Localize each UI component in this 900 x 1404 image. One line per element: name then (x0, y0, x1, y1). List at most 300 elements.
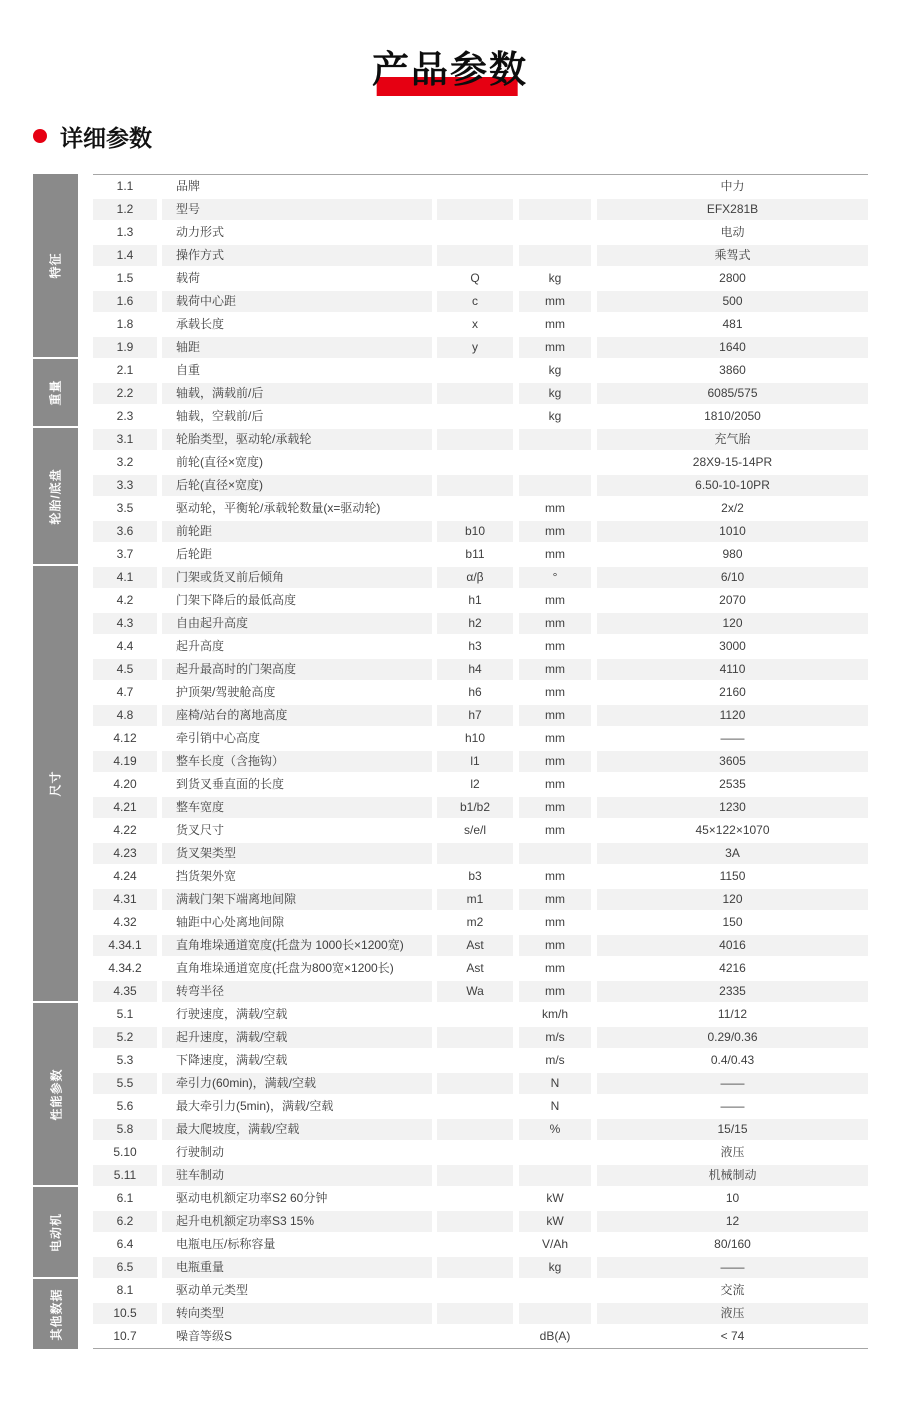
row-value: 6.50-10-10PR (597, 475, 868, 496)
row-value: 1230 (597, 797, 868, 818)
row-symbol (437, 360, 513, 381)
row-name: 驱动轮，平衡轮/承载轮数量(x=驱动轮) (176, 501, 381, 515)
table-section (33, 174, 868, 359)
table-row (93, 428, 868, 451)
row-number: 1.8 (116, 317, 134, 331)
row-unit (519, 1280, 591, 1301)
row-number: 6.4 (116, 1237, 134, 1251)
row-name: 操作方式 (162, 245, 432, 266)
table-section (33, 1003, 868, 1187)
section-label: 重量 (33, 359, 78, 428)
row-name: 轮胎类型，驱动轮/承载轮 (162, 429, 432, 450)
section-label: 其他数据 (33, 1279, 78, 1349)
row-name: 驱动电机额定功率S2 60分钟 (176, 1191, 328, 1205)
row-unit: mm (519, 935, 591, 956)
row-symbol: h1 (468, 593, 482, 607)
table-section (33, 1279, 868, 1349)
row-value: 150 (722, 915, 743, 929)
row-name: 起升最高时的门架高度 (162, 659, 432, 680)
row-value: 481 (722, 317, 743, 331)
row-value: 1010 (597, 521, 868, 542)
row-number: 4.4 (116, 639, 134, 653)
row-number: 1.3 (116, 225, 134, 239)
row-symbol: m2 (466, 915, 484, 929)
row-name: 牵引销中心高度 (176, 731, 261, 745)
table-row (93, 1256, 868, 1279)
row-name: 整车宽度 (162, 797, 432, 818)
row-name: 电瓶重量 (162, 1257, 432, 1278)
row-unit (519, 222, 591, 243)
table-row (93, 888, 868, 911)
section-label: 特征 (33, 174, 78, 359)
row-symbol: h7 (437, 705, 513, 726)
row-number: 4.22 (113, 823, 137, 837)
row-symbol (437, 1027, 513, 1048)
row-value: —— (720, 731, 745, 745)
row-value: 1640 (597, 337, 868, 358)
row-symbol: b3 (468, 869, 482, 883)
table-row (93, 819, 868, 842)
row-name: 承载长度 (176, 317, 225, 331)
row-number: 1.2 (93, 199, 157, 220)
table-row (93, 773, 868, 796)
row-unit: N (519, 1073, 591, 1094)
row-symbol (437, 245, 513, 266)
table-row (93, 290, 868, 313)
row-symbol (437, 383, 513, 404)
table-row (93, 1049, 868, 1072)
row-unit: mm (519, 659, 591, 680)
row-symbol: h2 (437, 613, 513, 634)
table-row (93, 566, 868, 589)
row-number: 4.32 (113, 915, 137, 929)
row-unit: dB(A) (539, 1329, 571, 1343)
row-value: 3860 (719, 363, 746, 377)
row-value: 2160 (719, 685, 746, 699)
row-number: 4.2 (116, 593, 134, 607)
table-row (93, 1233, 868, 1256)
row-value: —— (597, 1073, 868, 1094)
section-label: 尺寸 (33, 566, 78, 1003)
table-row (93, 221, 868, 244)
row-name: 电瓶电压/标称容量 (176, 1237, 276, 1251)
row-unit: mm (519, 337, 591, 358)
row-value: 11/12 (717, 1007, 748, 1021)
row-symbol: l2 (470, 777, 480, 791)
row-number: 4.34.1 (93, 935, 157, 956)
row-number: 5.3 (116, 1053, 134, 1067)
table-row (93, 1187, 868, 1210)
row-number: 4.19 (93, 751, 157, 772)
table-row (93, 635, 868, 658)
row-unit: km/h (541, 1007, 568, 1021)
row-name: 轴距中心处离地间隙 (176, 915, 285, 929)
table-section (33, 428, 868, 566)
row-number: 4.8 (93, 705, 157, 726)
table-row (93, 451, 868, 474)
row-unit: mm (519, 291, 591, 312)
table-row (93, 520, 868, 543)
row-unit (519, 1165, 591, 1186)
table-row (93, 198, 868, 221)
row-value: < 74 (720, 1329, 745, 1343)
section-label: 性能参数 (33, 1003, 78, 1187)
row-symbol: Ast (466, 961, 484, 975)
row-name: 整车长度（含拖钩） (162, 751, 432, 772)
row-name: 轴载，满载前/后 (162, 383, 432, 404)
detail-header-label: 详细参数 (60, 124, 152, 151)
table-row (93, 474, 868, 497)
table-row (93, 1118, 868, 1141)
row-symbol (437, 1073, 513, 1094)
row-number: 8.1 (116, 1283, 134, 1297)
table-row (93, 313, 868, 336)
row-unit: kg (548, 409, 562, 423)
row-symbol: h6 (468, 685, 482, 699)
row-value: 45×122×1070 (695, 823, 770, 837)
row-value: 2800 (719, 271, 746, 285)
row-unit: mm (545, 685, 565, 699)
table-row (93, 911, 868, 934)
row-value: 4016 (597, 935, 868, 956)
table-row (93, 382, 868, 405)
row-symbol: Wa (437, 981, 513, 1002)
row-symbol (437, 1280, 513, 1301)
row-unit: mm (545, 731, 565, 745)
row-value: 机械制动 (597, 1165, 868, 1186)
row-symbol: h10 (464, 731, 486, 745)
row-name: 起升电机额定功率S3 15% (162, 1211, 432, 1232)
row-number: 4.3 (93, 613, 157, 634)
row-value: 120 (597, 613, 868, 634)
row-value: 1120 (597, 705, 868, 726)
row-unit: mm (545, 317, 565, 331)
row-value: 0.29/0.36 (597, 1027, 868, 1048)
row-value: 3605 (597, 751, 868, 772)
row-number: 4.21 (93, 797, 157, 818)
row-unit: mm (545, 547, 565, 561)
row-value: 3A (597, 843, 868, 864)
row-symbol: s/e/l (463, 823, 486, 837)
table-row (93, 934, 868, 957)
table-row (93, 336, 868, 359)
row-value: 4216 (719, 961, 746, 975)
row-symbol (437, 1257, 513, 1278)
table-section (33, 566, 868, 1003)
section-label: 轮胎/底盘 (33, 428, 78, 566)
row-name: 后轮距 (176, 547, 213, 561)
row-name: 门架下降后的最低高度 (176, 593, 297, 607)
table-row (93, 865, 868, 888)
table-row (93, 497, 868, 520)
row-symbol: b11 (465, 547, 485, 561)
row-name: 动力形式 (176, 225, 225, 239)
table-row (93, 750, 868, 773)
row-unit: V/Ah (541, 1237, 568, 1251)
row-number: 4.23 (93, 843, 157, 864)
row-unit (519, 1303, 591, 1324)
row-value: —— (597, 1257, 868, 1278)
row-symbol (437, 222, 513, 243)
row-number: 6.1 (116, 1191, 134, 1205)
row-number: 4.12 (113, 731, 137, 745)
row-number: 4.20 (113, 777, 137, 791)
row-value: 1810/2050 (704, 409, 761, 423)
row-name: 品牌 (176, 179, 201, 193)
row-symbol (437, 176, 513, 197)
table-row (93, 727, 868, 750)
row-symbol: Q (470, 271, 480, 285)
table-row (93, 543, 868, 566)
table-row (93, 1095, 868, 1118)
row-value: 4110 (597, 659, 868, 680)
row-number: 5.10 (113, 1145, 137, 1159)
row-unit: mm (519, 751, 591, 772)
row-value: —— (720, 1099, 745, 1113)
row-symbol (437, 452, 513, 473)
table-row (93, 681, 868, 704)
row-name: 货叉架类型 (162, 843, 432, 864)
row-name: 转弯半径 (162, 981, 432, 1002)
row-unit: mm (519, 889, 591, 910)
table-row (93, 175, 868, 198)
row-number: 5.6 (116, 1099, 134, 1113)
row-value: 液压 (720, 1145, 745, 1159)
row-unit: mm (545, 961, 565, 975)
row-symbol: Ast (437, 935, 513, 956)
row-name: 座椅/站台的离地高度 (162, 705, 432, 726)
row-value: 28X9-15-14PR (692, 455, 773, 469)
row-name: 满载门架下端离地间隙 (162, 889, 432, 910)
row-symbol (437, 1004, 513, 1025)
row-unit (519, 843, 591, 864)
row-number: 6.2 (93, 1211, 157, 1232)
red-bullet-icon (33, 129, 47, 143)
table-row (93, 658, 868, 681)
row-unit: mm (519, 797, 591, 818)
table-row (93, 244, 868, 267)
table-row (93, 1164, 868, 1187)
row-value: 80/160 (714, 1237, 751, 1251)
row-name: 型号 (162, 199, 432, 220)
row-name: 牵引力(60min)，满载/空载 (162, 1073, 432, 1094)
row-unit: mm (545, 639, 565, 653)
row-symbol: l1 (437, 751, 513, 772)
row-unit: kg (519, 1257, 591, 1278)
spec-table (33, 174, 868, 1349)
row-number: 2.1 (116, 363, 134, 377)
row-symbol: x (472, 317, 478, 331)
row-name: 起升速度，满载/空载 (162, 1027, 432, 1048)
row-symbol: h4 (437, 659, 513, 680)
row-name: 前轮(直径×宽度) (176, 455, 264, 469)
row-number: 10.7 (113, 1329, 137, 1343)
row-name: 护顶架/驾驶舱高度 (176, 685, 276, 699)
row-unit (519, 429, 591, 450)
row-value: 2x/2 (721, 501, 744, 515)
row-unit (519, 199, 591, 220)
table-row (93, 589, 868, 612)
table-row (93, 980, 868, 1003)
row-name: 转向类型 (162, 1303, 432, 1324)
row-number: 5.1 (116, 1007, 134, 1021)
row-name: 后轮(直径×宽度) (162, 475, 432, 496)
row-unit: N (550, 1099, 560, 1113)
row-value: 12 (597, 1211, 868, 1232)
row-unit: mm (545, 777, 565, 791)
row-unit: mm (545, 501, 565, 515)
row-symbol (437, 1234, 513, 1255)
table-section (33, 359, 868, 428)
row-symbol: b1/b2 (437, 797, 513, 818)
row-number: 3.1 (93, 429, 157, 450)
row-name: 行驶速度，满载/空载 (176, 1007, 288, 1021)
row-symbol (437, 199, 513, 220)
row-unit: kW (519, 1211, 591, 1232)
row-unit: mm (545, 593, 565, 607)
row-name: 直角堆垛通道宽度(托盘为800宽×1200长) (176, 961, 394, 975)
row-unit: m/s (519, 1027, 591, 1048)
table-row (93, 1302, 868, 1325)
table-row (93, 1026, 868, 1049)
row-symbol (437, 1165, 513, 1186)
row-name: 驱动单元类型 (176, 1283, 249, 1297)
table-row (93, 1141, 868, 1164)
row-value: 10 (725, 1191, 740, 1205)
row-number: 1.1 (116, 179, 134, 193)
row-name: 货叉尺寸 (176, 823, 225, 837)
row-number: 6.5 (93, 1257, 157, 1278)
row-name: 起升高度 (176, 639, 225, 653)
row-symbol: h3 (468, 639, 482, 653)
table-row (93, 267, 868, 290)
row-number: 3.7 (116, 547, 134, 561)
row-number: 3.3 (93, 475, 157, 496)
row-unit: kg (519, 383, 591, 404)
row-unit: kg (548, 363, 562, 377)
row-name: 最大爬坡度，满载/空载 (162, 1119, 432, 1140)
row-unit: mm (519, 705, 591, 726)
row-unit (519, 1142, 591, 1163)
row-symbol (437, 1188, 513, 1209)
row-value: 电动 (720, 225, 745, 239)
row-symbol (437, 843, 513, 864)
page-title: 产品参数 (372, 47, 528, 91)
row-number: 3.2 (116, 455, 134, 469)
table-row (93, 796, 868, 819)
row-unit: m/s (545, 1053, 565, 1067)
row-symbol: α/β (437, 567, 513, 588)
row-number: 4.1 (93, 567, 157, 588)
row-name: 自由起升高度 (162, 613, 432, 634)
row-value: 2535 (719, 777, 746, 791)
table-row (93, 359, 868, 382)
row-number: 4.31 (93, 889, 157, 910)
row-value: 液压 (597, 1303, 868, 1324)
row-value: 充气胎 (597, 429, 868, 450)
row-unit (519, 475, 591, 496)
row-value: 15/15 (597, 1119, 868, 1140)
row-name: 前轮距 (162, 521, 432, 542)
row-name: 载荷中心距 (162, 291, 432, 312)
row-name: 载荷 (176, 271, 201, 285)
row-name: 下降速度，满载/空载 (176, 1053, 288, 1067)
row-symbol (437, 1050, 513, 1071)
table-row (93, 1279, 868, 1302)
table-row (93, 1003, 868, 1026)
row-value: EFX281B (597, 199, 868, 220)
detail-params-header (33, 122, 900, 150)
row-unit: % (519, 1119, 591, 1140)
row-unit: kW (546, 1191, 564, 1205)
row-value: 6/10 (597, 567, 868, 588)
row-number: 1.9 (93, 337, 157, 358)
row-symbol (437, 429, 513, 450)
row-value: 2070 (719, 593, 746, 607)
row-number: 4.5 (93, 659, 157, 680)
row-name: 到货叉垂直面的长度 (176, 777, 285, 791)
table-row (93, 1072, 868, 1095)
row-value: 交流 (720, 1283, 745, 1297)
row-number: 1.4 (93, 245, 157, 266)
row-name: 门架或货叉前后倾角 (162, 567, 432, 588)
row-symbol (437, 475, 513, 496)
table-section (33, 1187, 868, 1279)
row-name: 自重 (176, 363, 201, 377)
row-number: 2.2 (93, 383, 157, 404)
row-value: 1150 (719, 869, 746, 883)
row-number: 4.35 (93, 981, 157, 1002)
section-label: 电动机 (33, 1187, 78, 1279)
row-symbol: y (437, 337, 513, 358)
row-symbol (437, 498, 513, 519)
row-value: 120 (597, 889, 868, 910)
table-row (93, 1325, 868, 1348)
row-name: 轴载，空载前/后 (176, 409, 264, 423)
table-row (93, 957, 868, 980)
row-symbol: m1 (437, 889, 513, 910)
row-symbol (437, 1303, 513, 1324)
table-row (93, 842, 868, 865)
row-unit: mm (519, 613, 591, 634)
row-number: 5.11 (93, 1165, 157, 1186)
row-value: 中力 (720, 179, 745, 193)
row-name: 行驶制动 (176, 1145, 225, 1159)
row-unit: ° (519, 567, 591, 588)
row-value: 3000 (719, 639, 746, 653)
row-number: 5.8 (93, 1119, 157, 1140)
table-row (93, 612, 868, 635)
row-symbol (437, 1142, 513, 1163)
row-unit (519, 245, 591, 266)
row-number: 1.6 (93, 291, 157, 312)
row-value: 乘驾式 (597, 245, 868, 266)
row-unit: mm (519, 981, 591, 1002)
row-number: 4.34.2 (108, 961, 142, 975)
row-name: 噪音等级S (176, 1329, 233, 1343)
row-name: 直角堆垛通道宽度(托盘为 1000长×1200宽) (162, 935, 432, 956)
row-symbol: c (437, 291, 513, 312)
row-number: 1.5 (116, 271, 134, 285)
row-name: 挡货架外宽 (176, 869, 237, 883)
row-symbol (437, 406, 513, 427)
row-unit: kg (548, 271, 562, 285)
row-name: 驻车制动 (162, 1165, 432, 1186)
row-unit: mm (545, 823, 565, 837)
row-symbol (437, 1096, 513, 1117)
row-value: 980 (722, 547, 743, 561)
row-number: 3.5 (116, 501, 134, 515)
